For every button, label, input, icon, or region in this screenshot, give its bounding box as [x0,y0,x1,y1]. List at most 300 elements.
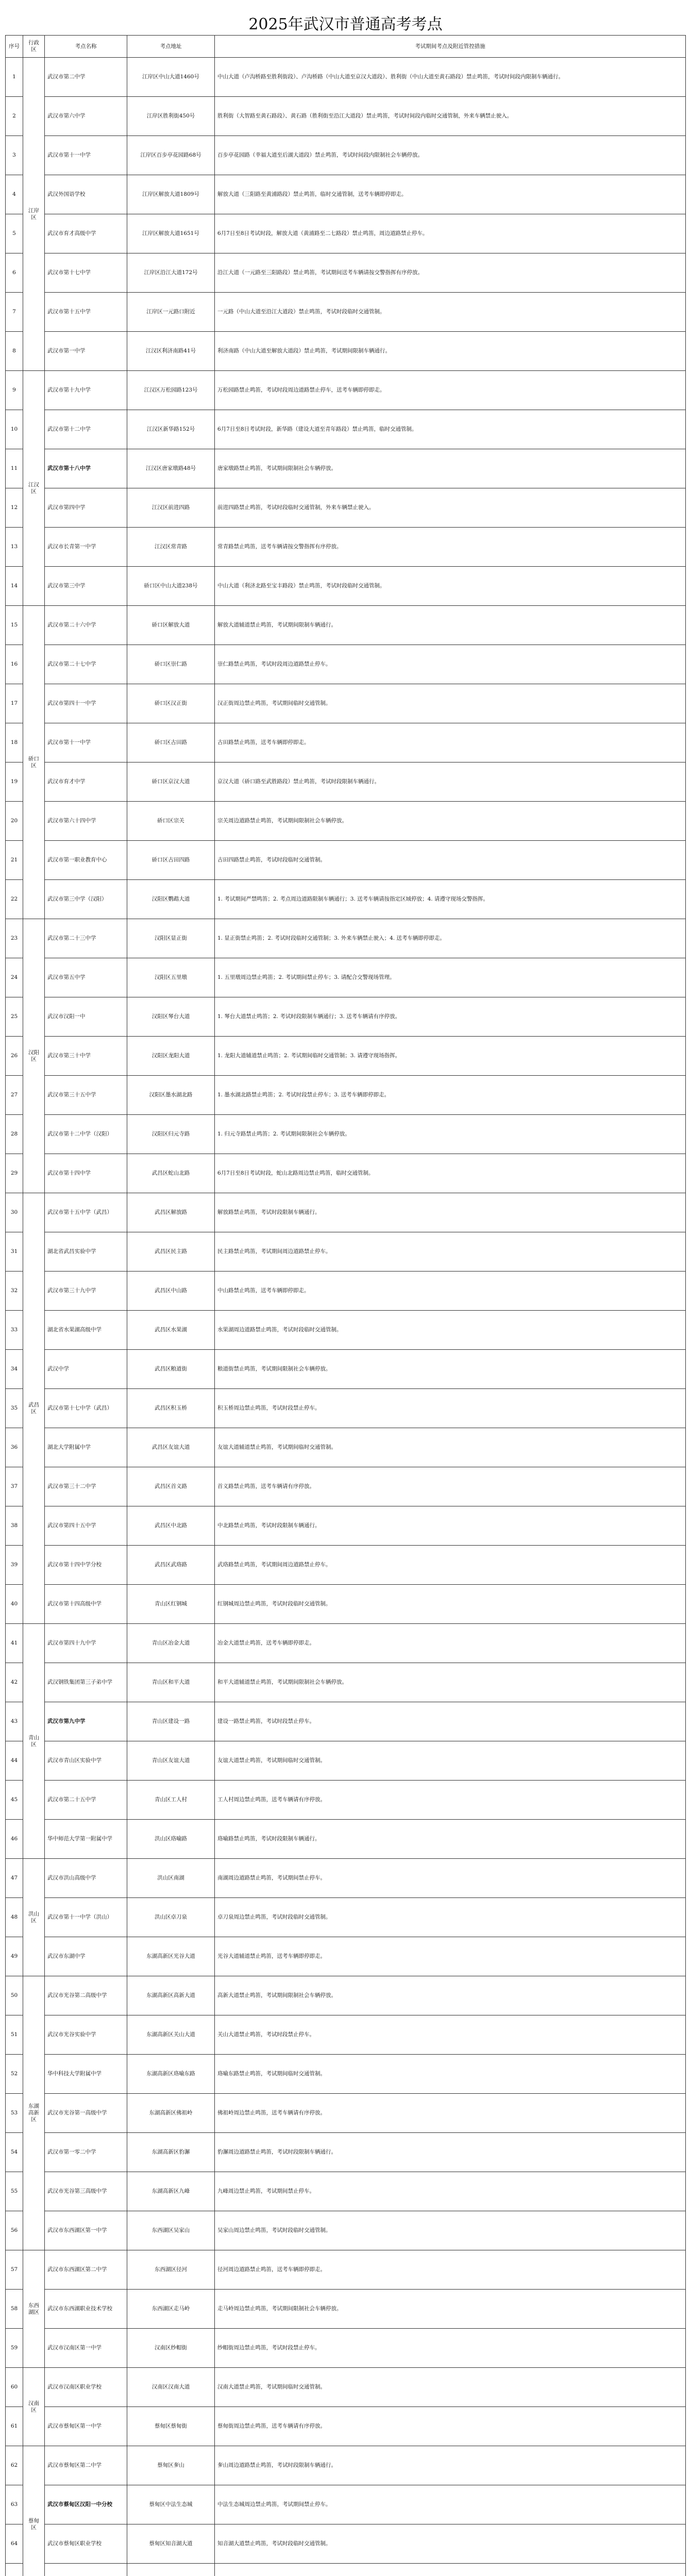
site-name: 武汉市第六中学 [45,97,127,136]
site-name: 武汉市蔡甸区汉阳一中分校 [45,2485,127,2524]
header-index: 序号 [6,36,23,58]
site-notes: 友谊大道禁止鸣笛，考试期间临时交通管制。 [215,1741,686,1781]
site-name: 武汉市青山区实验中学 [45,1741,127,1781]
site-address: 东湖高新区珞喻东路 [127,2055,215,2094]
row-index: 36 [6,1428,23,1467]
district-cell: 汉南区 [23,2368,45,2446]
row-index: 30 [6,1193,23,1232]
site-name: 武汉中学 [45,1350,127,1389]
table-row [6,410,686,449]
row-index: 27 [6,1076,23,1115]
row-index: 17 [6,684,23,723]
row-index: 61 [6,2407,23,2446]
row-index: 58 [6,2290,23,2329]
site-address: 蔡甸区知音湖大道 [127,2524,215,2564]
table-row [6,214,686,253]
site-name: 武汉市第三中学（汉阳） [45,880,127,919]
site-notes: 工人村周边禁止鸣笛，送考车辆请有序停放。 [215,1781,686,1820]
district-cell: 东湖高新区 [23,1976,45,2250]
site-address: 硚口区崇仁路 [127,645,215,684]
site-name: 武汉市第二十五中学 [45,1781,127,1820]
page-title: 2025年武汉市普通高考考点 [248,15,443,33]
site-address: 汉阳区鹦鹉大道 [127,880,215,919]
row-index: 22 [6,880,23,919]
site-notes: 积玉桥周边禁止鸣笛，考试时段禁止停车。 [215,1389,686,1428]
site-name: 武汉市第三中学 [45,567,127,606]
site-address: 硚口区古田路 [127,723,215,762]
site-name: 湖北省武昌实验中学 [45,1232,127,1272]
site-name [45,2564,127,2576]
row-index: 56 [6,2211,23,2250]
row-index: 62 [6,2446,23,2485]
table-row [6,567,686,606]
site-address: 东湖高新区光谷大道 [127,1937,215,1976]
site-name: 武汉市第一零二中学 [45,2133,127,2172]
site-name: 武汉市第三十中学 [45,1037,127,1076]
row-index: 43 [6,1702,23,1741]
row-index: 8 [6,332,23,371]
district-cell: 江汉区 [23,371,45,606]
row-index: 3 [6,136,23,175]
table-row [6,1272,686,1311]
site-notes: 中山大道（卢沟桥路至胜利街段）、卢沟桥路（中山大道至京汉大道段）、胜利街（中山大道至黄石路段）禁止鸣笛，考试时间段内限制车辆通行。 [215,58,686,97]
table-row [6,2485,686,2524]
site-name: 武汉市第十一中学（洪山） [45,1898,127,1937]
site-notes: 关山大道禁止鸣笛，考试时段禁止停车。 [215,2015,686,2055]
table-row [6,2290,686,2329]
table-row [6,1232,686,1272]
site-address: 硚口区汉正街 [127,684,215,723]
row-index: 34 [6,1350,23,1389]
site-notes: 民主路禁止鸣笛，考试期间周边道路禁止停车。 [215,1232,686,1272]
site-address: 江岸区胜利街450号 [127,97,215,136]
table-row [6,2211,686,2250]
district-cell: 武昌区 [23,1193,45,1624]
site-address: 武昌区中北路 [127,1506,215,1546]
table-row [6,1506,686,1546]
site-name: 武汉市第三十九中学 [45,1272,127,1311]
site-notes: 高新大道禁止鸣笛，考试期间限制社会车辆停放。 [215,1976,686,2015]
site-name: 武汉市第十七中学（武昌） [45,1389,127,1428]
site-address: 蔡甸区蔡甸街 [127,2407,215,2446]
site-notes: 汉南大道禁止鸣笛，考试期间临时交通管制。 [215,2368,686,2407]
site-notes: 中北路禁止鸣笛，考试时段限制车辆通行。 [215,1506,686,1546]
site-address: 江汉区新华路152号 [127,410,215,449]
site-name: 武汉市第十一中学 [45,723,127,762]
site-notes: 古田四路禁止鸣笛，考试时段临时交通管制。 [215,841,686,880]
row-index: 32 [6,1272,23,1311]
row-index: 44 [6,1741,23,1781]
table-row [6,136,686,175]
site-address: 东湖高新区高新大道 [127,1976,215,2015]
site-name: 武汉市第三十二中学 [45,1467,127,1506]
site-notes: 宗关周边道路禁止鸣笛，考试期间限制社会车辆停放。 [215,802,686,841]
site-notes: 沿江大道（一元路至三阳路段）禁止鸣笛，考试期间送考车辆请按交警指挥有序停放。 [215,253,686,293]
row-index: 31 [6,1232,23,1272]
table-row [6,802,686,841]
table-row [6,488,686,528]
site-name: 武汉市第四十一中学 [45,684,127,723]
row-index: 40 [6,1585,23,1624]
table-row [6,2055,686,2094]
district-cell: 洪山区 [23,1859,45,1976]
row-index: 57 [6,2250,23,2290]
table-row [6,2015,686,2055]
site-notes: 武珞路禁止鸣笛，考试期间周边道路禁止停车。 [215,1546,686,1585]
site-notes [215,2564,686,2576]
table-row [6,528,686,567]
site-address: 东西湖区吴家山 [127,2211,215,2250]
table-row [6,1663,686,1702]
table-row [6,332,686,371]
row-index: 29 [6,1154,23,1193]
row-index: 33 [6,1311,23,1350]
site-name: 武汉市第四十五中学 [45,1506,127,1546]
site-address: 东湖高新区佛祖岭 [127,2094,215,2133]
row-index: 26 [6,1037,23,1076]
table-row [6,1546,686,1585]
table-row [6,606,686,645]
site-address: 江汉区常青路 [127,528,215,567]
row-index: 24 [6,958,23,997]
row-index: 11 [6,449,23,488]
site-address: 蔡甸区中法生态城 [127,2485,215,2524]
site-notes: 佛祖岭周边禁止鸣笛，送考车辆请有序停放。 [215,2094,686,2133]
site-notes: 解放大道（三阳路至黄浦路段）禁止鸣笛，临时交通管制，送考车辆即停即走。 [215,175,686,214]
site-address: 东湖高新区豹澥 [127,2133,215,2172]
site-name: 武汉市光谷实验中学 [45,2015,127,2055]
table-row [6,1037,686,1076]
site-name: 武汉市蔡甸区职业学校 [45,2524,127,2564]
site-address: 武昌区积玉桥 [127,1389,215,1428]
header-address: 考点地址 [127,36,215,58]
site-name: 武汉市第二中学 [45,58,127,97]
site-address: 东湖高新区关山大道 [127,2015,215,2055]
site-notes: 1. 考试期间严禁鸣笛；2. 考点周边道路限制车辆通行；3. 送考车辆请按指定区域停放；4. 请遵守现场交警指挥。 [215,880,686,919]
row-index: 45 [6,1781,23,1820]
site-address: 汉阳区墨水湖北路 [127,1076,215,1115]
site-name: 武汉市第十二中学 [45,410,127,449]
site-notes: 南湖周边道路禁止鸣笛，考试期间禁止停车。 [215,1859,686,1898]
row-index: 63 [6,2485,23,2524]
site-name: 武汉市第十八中学 [45,449,127,488]
site-notes: 唐家墩路禁止鸣笛，考试期间限制社会车辆停放。 [215,449,686,488]
table-row [6,1076,686,1115]
row-index: 42 [6,1663,23,1702]
row-index: 5 [6,214,23,253]
row-index: 49 [6,1937,23,1976]
row-index: 50 [6,1976,23,2015]
site-address: 汉阳区五里墩 [127,958,215,997]
table-row [6,1898,686,1937]
site-address: 东湖高新区九峰 [127,2172,215,2211]
table-row [6,449,686,488]
site-address: 武昌区粮道街 [127,1350,215,1389]
site-address [127,2564,215,2576]
district-cell: 东西湖区 [23,2250,45,2368]
site-notes: 首义路禁止鸣笛，送考车辆请有序停放。 [215,1467,686,1506]
site-address: 汉阳区显正街 [127,919,215,958]
site-address: 武昌区水果湖 [127,1311,215,1350]
site-address: 硚口区京汉大道 [127,762,215,802]
row-index: 39 [6,1546,23,1585]
table-row [6,1389,686,1428]
site-address: 洪山区南湖 [127,1859,215,1898]
site-notes: 友谊大道辅道禁止鸣笛，考试期间临时交通管制。 [215,1428,686,1467]
site-address: 武昌区解放路 [127,1193,215,1232]
site-name: 湖北大学附属中学 [45,1428,127,1467]
site-name: 武汉市第十五中学（武昌） [45,1193,127,1232]
table-row [6,1702,686,1741]
site-notes: 1. 墨水湖北路禁止鸣笛；2. 考试时段禁止停车；3. 送考车辆即停即走。 [215,1076,686,1115]
site-name: 武汉市光谷第二高级中学 [45,1976,127,2015]
site-name: 武汉市第五中学 [45,958,127,997]
site-notes: 古田路禁止鸣笛，送考车辆即停即走。 [215,723,686,762]
site-notes: 利济南路（中山大道至解放大道段）禁止鸣笛，考试期间限制车辆通行。 [215,332,686,371]
site-address: 江岸区一元路口附近 [127,293,215,332]
site-notes: 粮道街禁止鸣笛，考试期间限制社会车辆停放。 [215,1350,686,1389]
table-row [6,2329,686,2368]
site-notes: 豹澥周边道路禁止鸣笛，考试时段限制车辆通行。 [215,2133,686,2172]
row-index: 37 [6,1467,23,1506]
row-index: 25 [6,997,23,1037]
table-row [6,1741,686,1781]
site-notes: 1. 琴台大道禁止鸣笛；2. 考试时段限制车辆通行；3. 送考车辆请有序停放。 [215,997,686,1037]
site-address: 江汉区利济南路41号 [127,332,215,371]
header-name: 考点名称 [45,36,127,58]
site-notes: 京汉大道（硚口路至武胜路段）禁止鸣笛，考试时段限制车辆通行。 [215,762,686,802]
table-row [6,1859,686,1898]
table-row [6,880,686,919]
site-name: 武汉市第四中学 [45,488,127,528]
site-notes: 1. 龙阳大道辅道禁止鸣笛；2. 考试期间临时交通管制；3. 请遵守现场指挥。 [215,1037,686,1076]
site-name: 武汉市第二十七中学 [45,645,127,684]
site-name: 武汉市东西湖职业技术学校 [45,2290,127,2329]
row-index: 12 [6,488,23,528]
site-address: 江岸区中山大道1460号 [127,58,215,97]
table-row [6,1820,686,1859]
row-index: 54 [6,2133,23,2172]
table-row [6,645,686,684]
site-notes: 1. 五里墩周边禁止鸣笛；2. 考试期间禁止停车；3. 请配合交警现场管理。 [215,958,686,997]
table-row [6,1976,686,2015]
site-name: 武汉市第三十五中学 [45,1076,127,1115]
table-row [6,2564,686,2576]
site-address: 江汉区万松园路123号 [127,371,215,410]
row-index: 59 [6,2329,23,2368]
table-row [6,958,686,997]
site-address: 蔡甸区奓山 [127,2446,215,2485]
row-index: 38 [6,1506,23,1546]
site-notes: 1. 显正街禁止鸣笛；2. 考试时段临时交通管制；3. 外来车辆禁止驶入；4. 送考车辆即停即走。 [215,919,686,958]
site-name: 武汉市第十五中学 [45,293,127,332]
table-row [6,1311,686,1350]
site-name: 武汉钢铁集团第三子弟中学 [45,1663,127,1702]
site-notes: 前进四路禁止鸣笛，考试时段临时交通管制，外来车辆禁止驶入。 [215,488,686,528]
row-index: 60 [6,2368,23,2407]
site-notes: 奓山周边道路禁止鸣笛，考试时段限制车辆通行。 [215,2446,686,2485]
site-name: 武汉市光谷第三高级中学 [45,2172,127,2211]
site-address: 青山区建设一路 [127,1702,215,1741]
table-row [6,1467,686,1506]
site-notes: 冶金大道禁止鸣笛，送考车辆即停即走。 [215,1624,686,1663]
row-index: 28 [6,1115,23,1154]
site-notes: 6月7日至8日考试时段，新华路（建设大道至青年路段）禁止鸣笛，临时交通管制。 [215,410,686,449]
site-name: 武汉市第十七中学 [45,253,127,293]
site-address: 汉南区汉南大道 [127,2368,215,2407]
row-index: 46 [6,1820,23,1859]
site-name: 武汉市第二十三中学 [45,919,127,958]
site-name: 武汉市蔡甸区第一中学 [45,2407,127,2446]
site-name: 武汉市汉阳一中 [45,997,127,1037]
site-notes: 解放大道辅道禁止鸣笛，考试期间限制车辆通行。 [215,606,686,645]
site-address: 武昌区友谊大道 [127,1428,215,1467]
table-row [6,58,686,97]
table-row [6,1937,686,1976]
site-name: 武汉市东湖中学 [45,1937,127,1976]
table-row [6,175,686,214]
exam-sites-table [5,35,686,2576]
site-notes: 崇仁路禁止鸣笛，考试时段周边道路禁止停车。 [215,645,686,684]
site-notes: 吴家山周边禁止鸣笛，考试时段临时交通管制。 [215,2211,686,2250]
site-notes: 走马岭周边禁止鸣笛，考试期间限制社会车辆停放。 [215,2290,686,2329]
row-index: 7 [6,293,23,332]
site-name: 武汉市第四十九中学 [45,1624,127,1663]
site-address: 武昌区首义路 [127,1467,215,1506]
site-name: 武汉外国语学校 [45,175,127,214]
table-row [6,2524,686,2564]
site-address: 汉南区纱帽街 [127,2329,215,2368]
site-address: 硚口区解放大道 [127,606,215,645]
site-address: 江岸区沿江大道172号 [127,253,215,293]
site-address: 武昌区中山路 [127,1272,215,1311]
site-address: 武昌区蛇山北路 [127,1154,215,1193]
row-index: 20 [6,802,23,841]
site-address: 汉阳区龙阳大道 [127,1037,215,1076]
site-address: 青山区友谊大道 [127,1741,215,1781]
site-notes: 胜利街（大智路至黄石路段）、黄石路（胜利街至沿江大道段）禁止鸣笛，考试时间段内临时交通管制，外来车辆禁止驶入。 [215,97,686,136]
site-name: 华中科技大学附属中学 [45,2055,127,2094]
site-name: 武汉市第十四中学分校 [45,1546,127,1585]
row-index: 53 [6,2094,23,2133]
table-header-row [6,36,686,58]
site-name: 武汉市育才高级中学 [45,214,127,253]
site-name: 武汉市长青第一中学 [45,528,127,567]
table-row [6,1428,686,1467]
site-notes: 解放路禁止鸣笛，考试时段限制车辆通行。 [215,1193,686,1232]
site-name: 武汉市第十二中学（汉阳） [45,1115,127,1154]
header-notes: 考试期间考点及附近管控措施 [215,36,686,58]
table-row [6,762,686,802]
site-address: 青山区工人村 [127,1781,215,1820]
row-index: 6 [6,253,23,293]
table-row [6,723,686,762]
site-notes: 百步亭花园路（幸福大道至后湖大道段）禁止鸣笛，考试时间段内限制社会车辆停放。 [215,136,686,175]
row-index: 4 [6,175,23,214]
site-address: 青山区冶金大道 [127,1624,215,1663]
table-row [6,2446,686,2485]
table-row [6,2368,686,2407]
site-address: 硚口区古田四路 [127,841,215,880]
table-row [6,2172,686,2211]
site-notes: 中法生态城周边禁止鸣笛，考试期间禁止停车。 [215,2485,686,2524]
site-notes: 蔡甸街周边禁止鸣笛，送考车辆请有序停放。 [215,2407,686,2446]
site-name: 武汉市第六十四中学 [45,802,127,841]
site-notes: 1. 归元寺路禁止鸣笛；2. 考试期间限制社会车辆停放。 [215,1115,686,1154]
site-name: 武汉市第十四高级中学 [45,1585,127,1624]
district-cell: 汉阳区 [23,919,45,1193]
table-row [6,841,686,880]
site-notes: 中山大道（利济北路至宝丰路段）禁止鸣笛，考试时段临时交通管制。 [215,567,686,606]
district-cell: 硚口区 [23,606,45,919]
row-index: 19 [6,762,23,802]
site-notes: 建设一路禁止鸣笛，考试时段禁止停车。 [215,1702,686,1741]
row-index: 48 [6,1898,23,1937]
site-name: 湖北省水果湖高级中学 [45,1311,127,1350]
site-notes: 6月7日至8日考试时段，蛇山北路周边禁止鸣笛，临时交通管制。 [215,1154,686,1193]
site-name: 武汉市光谷第一高级中学 [45,2094,127,2133]
site-notes: 纱帽街周边禁止鸣笛，考试时段禁止停车。 [215,2329,686,2368]
site-name: 武汉市汉南区职业学校 [45,2368,127,2407]
site-notes: 卓刀泉周边禁止鸣笛，考试时段临时交通管制。 [215,1898,686,1937]
site-name: 武汉市蔡甸区第二中学 [45,2446,127,2485]
site-address: 江岸区解放大道1651号 [127,214,215,253]
row-index: 51 [6,2015,23,2055]
table-row [6,2407,686,2446]
site-address: 江汉区前进四路 [127,488,215,528]
table-row [6,1350,686,1389]
site-name: 武汉市洪山高级中学 [45,1859,127,1898]
table-row [6,684,686,723]
site-address: 汉阳区归元寺路 [127,1115,215,1154]
site-name: 武汉市第二十六中学 [45,606,127,645]
site-notes: 常青路禁止鸣笛，送考车辆请按交警指挥有序停放。 [215,528,686,567]
table-row [6,2094,686,2133]
row-index: 16 [6,645,23,684]
site-address: 东西湖区径河 [127,2250,215,2290]
site-name: 武汉市第一职业教育中心 [45,841,127,880]
row-index: 14 [6,567,23,606]
site-address: 青山区和平大道 [127,1663,215,1702]
site-notes: 知音湖大道禁止鸣笛，考试时段临时交通管制。 [215,2524,686,2564]
row-index: 13 [6,528,23,567]
row-index: 41 [6,1624,23,1663]
site-notes: 一元路（中山大道至沿江大道段）禁止鸣笛，考试时段临时交通管制。 [215,293,686,332]
site-address: 东西湖区走马岭 [127,2290,215,2329]
table-row [6,997,686,1037]
table-row [6,1154,686,1193]
site-name: 华中师范大学第一附属中学 [45,1820,127,1859]
table-row [6,253,686,293]
row-index: 47 [6,1859,23,1898]
site-notes: 汉正街周边禁止鸣笛，考试期间临时交通管制。 [215,684,686,723]
table-row [6,1115,686,1154]
table-row [6,293,686,332]
district-cell: 蔡甸区 [23,2446,45,2576]
site-address: 武昌区民主路 [127,1232,215,1272]
site-name: 武汉市汉南区第一中学 [45,2329,127,2368]
site-notes: 中山路禁止鸣笛，送考车辆即停即走。 [215,1272,686,1311]
row-index: 9 [6,371,23,410]
row-index: 1 [6,58,23,97]
site-name: 武汉市第十四中学 [45,1154,127,1193]
row-index: 2 [6,97,23,136]
site-address: 汉阳区琴台大道 [127,997,215,1037]
site-name: 武汉市东西湖区第二中学 [45,2250,127,2290]
site-name: 武汉市东西湖区第一中学 [45,2211,127,2250]
site-address: 洪山区卓刀泉 [127,1898,215,1937]
table-row [6,97,686,136]
